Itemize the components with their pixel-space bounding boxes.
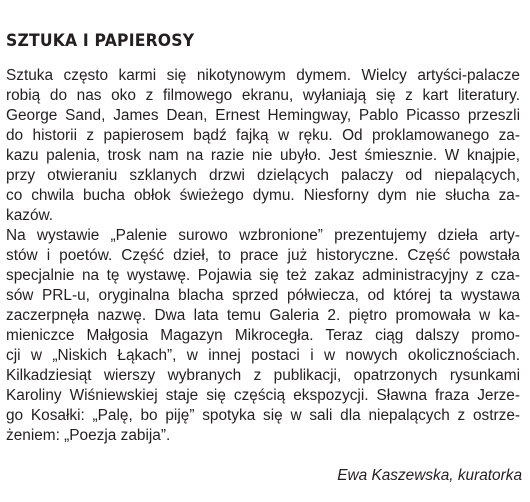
text-line: mieniczce Małgosia Magazyn Mikrocegła. Teraz ciąg dalszy promo- bbox=[6, 327, 520, 344]
text-line: go Kosałki: „Palę, bo piję” spotyka się w sali dla niepalących z ostrze- bbox=[6, 407, 520, 424]
text-line: sów PRL-u, oryginalna blacha sprzed półwiecza, od której ta wystawa bbox=[6, 287, 520, 304]
article-body bbox=[6, 66, 520, 446]
text-line: George Sand, James Dean, Ernest Hemingway, Pablo Picasso przeszli bbox=[6, 107, 520, 124]
text-line: kazu palenia, trosk nam na razie nie ubyło. Jest śmiesznie. W knajpie, bbox=[6, 147, 520, 164]
text-line: do historii z papierosem bądź fajką w ręku. Od proklamowanego za- bbox=[6, 127, 520, 144]
paragraph-2 bbox=[6, 226, 520, 446]
text-line: kazów. bbox=[6, 207, 54, 224]
text-line: Kilkadziesiąt wierszy wybranych z publikacji, opatrzonych rysunkami bbox=[6, 367, 520, 384]
text-line: Sztuka często karmi się nikotynowym dymem. Wielcy artyści-palacze bbox=[6, 67, 520, 84]
text-line: zaczerpnęła nazwę. Dwa lata temu Galeria 2. piętro promowała w ka- bbox=[6, 307, 520, 324]
text-line: przy otwieraniu szklanych drzwi dzielących palaczy od niepalących, bbox=[6, 167, 520, 184]
text-line: specjalnie na tę wystawę. Pojawia się też zakaz administracyjny z cza- bbox=[6, 267, 520, 284]
text-line: robią do nas oko z filmowego ekranu, wyłaniają się z kart literatury. bbox=[6, 87, 520, 104]
article-title: SZTUKA I PAPIEROSY bbox=[6, 31, 195, 51]
text-line: co chwila bucha obłok świeżego dymu. Niesforny dym nie słucha za- bbox=[6, 187, 520, 204]
text-line: stów i poetów. Część dzieł, to prace już historyczne. Część powstała bbox=[6, 247, 520, 264]
author-signature: Ewa Kaszewska, kuratorka bbox=[337, 467, 522, 484]
text-line: cji w „Niskich Łąkach”, w innej postaci i w nowych okolicznościach. bbox=[6, 347, 520, 364]
paragraph-1 bbox=[6, 66, 520, 226]
text-line: Na wystawie „Palenie surowo wzbronione” prezentujemy dzieła arty- bbox=[6, 227, 520, 244]
text-line: żeniem: „Poezja zabija”. bbox=[6, 427, 171, 444]
text-line: Karoliny Wiśniewskiej staje się częścią ekspozycji. Sławna fraza Jerze- bbox=[6, 387, 520, 404]
